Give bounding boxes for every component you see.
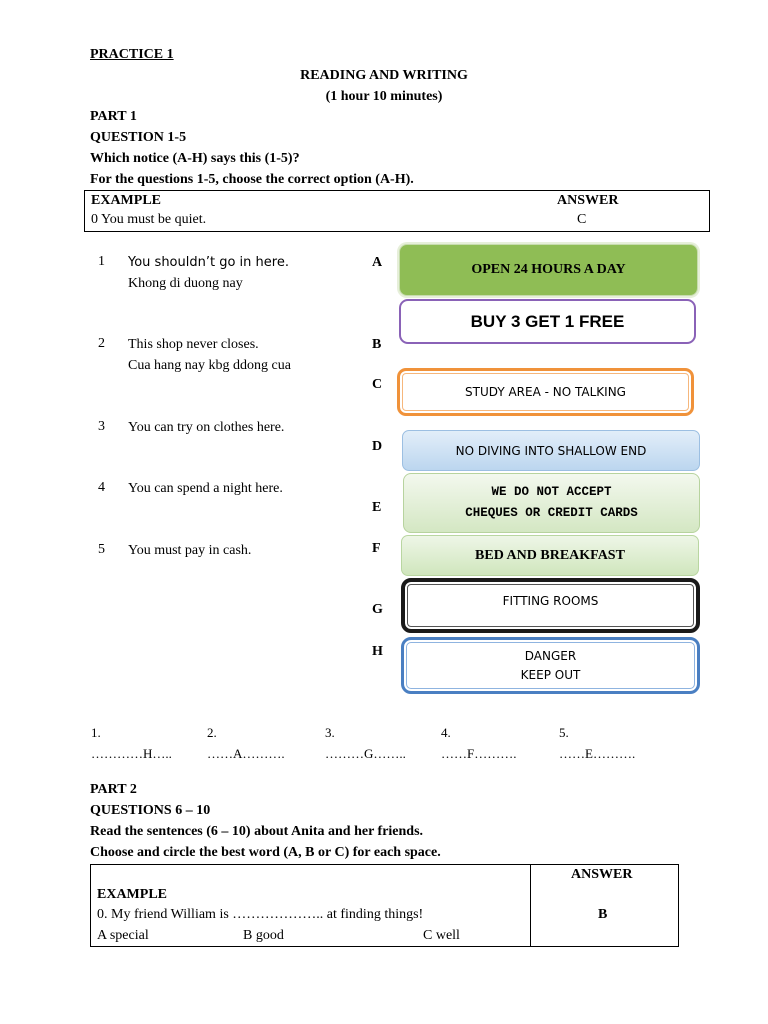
part1-example-answer: C bbox=[577, 212, 587, 227]
question-3-text: You can try on clothes here. bbox=[128, 420, 285, 435]
section-title: READING AND WRITING bbox=[300, 68, 468, 83]
question-1-text: You shouldn’t go in here. bbox=[128, 255, 289, 270]
part1-example-label: EXAMPLE bbox=[91, 193, 161, 208]
notice-f bbox=[401, 535, 699, 576]
letter-h: H bbox=[372, 644, 383, 659]
part1-example-text: 0 You must be quiet. bbox=[91, 212, 207, 227]
question-3-number: 3 bbox=[98, 419, 105, 434]
letter-g: G bbox=[372, 602, 383, 617]
part1-instruction-1: Which notice (A-H) says this (1-5)? bbox=[90, 151, 300, 166]
part2-option-a: A special bbox=[97, 928, 149, 943]
notice-h-line-2: KEEP OUT bbox=[520, 667, 581, 682]
answer-5-number: 5. bbox=[559, 725, 569, 740]
part2-option-b: B good bbox=[243, 928, 284, 943]
part1-title: PART 1 bbox=[90, 109, 137, 124]
letter-f: F bbox=[372, 541, 381, 556]
answer-1-value: …………H….. bbox=[91, 746, 172, 761]
notice-a-text: OPEN 24 HOURS A DAY bbox=[471, 262, 626, 277]
notice-f-text: BED AND BREAKFAST bbox=[475, 547, 625, 563]
question-5-number: 5 bbox=[98, 542, 105, 557]
question-1-translation: Khong di duong nay bbox=[128, 276, 243, 291]
part2-question-range: QUESTIONS 6 – 10 bbox=[90, 803, 211, 818]
part2-title: PART 2 bbox=[90, 782, 137, 797]
part1-answer-label: ANSWER bbox=[557, 193, 619, 208]
notice-d bbox=[402, 430, 700, 471]
part1-instruction-2: For the questions 1-5, choose the correct option (A-H). bbox=[90, 172, 414, 187]
notice-c-text: STUDY AREA - NO TALKING bbox=[465, 385, 626, 399]
part2-example-label: EXAMPLE bbox=[97, 887, 167, 902]
question-4-text: You can spend a night here. bbox=[128, 481, 283, 496]
answer-3-number: 3. bbox=[325, 725, 335, 740]
part2-answer-label: ANSWER bbox=[571, 867, 633, 882]
part1-question-range: QUESTION 1-5 bbox=[90, 130, 187, 145]
letter-d: D bbox=[372, 439, 383, 454]
notice-d-text: NO DIVING INTO SHALLOW END bbox=[455, 443, 647, 458]
letter-e: E bbox=[372, 500, 382, 515]
letter-b: B bbox=[372, 337, 382, 352]
part2-instruction-2: Choose and circle the best word (A, B or C) for each space. bbox=[90, 845, 441, 860]
answer-5-value: ……E………. bbox=[559, 746, 636, 761]
letter-c: C bbox=[372, 377, 383, 392]
notice-e-line-1: WE DO NOT ACCEPT bbox=[491, 485, 612, 499]
part2-example-table bbox=[90, 864, 679, 947]
question-2-translation: Cua hang nay kbg ddong cua bbox=[128, 358, 291, 373]
notice-h-line-1: DANGER bbox=[524, 648, 577, 663]
answer-4-value: ……F………. bbox=[441, 746, 517, 761]
notice-e bbox=[403, 473, 700, 533]
practice-title: PRACTICE 1 bbox=[90, 47, 174, 62]
part2-table-divider bbox=[530, 865, 531, 946]
part2-example-answer: B bbox=[598, 907, 608, 922]
notice-b-text: BUY 3 GET 1 FREE bbox=[470, 311, 625, 331]
part2-example-sentence: 0. My friend William is ……………….. at finding things! bbox=[97, 907, 424, 922]
question-1-number: 1 bbox=[98, 254, 105, 269]
answer-1-number: 1. bbox=[91, 725, 101, 740]
question-4-number: 4 bbox=[98, 480, 105, 495]
answer-3-value: ………G…….. bbox=[325, 746, 406, 761]
answer-2-value: ……A………. bbox=[207, 746, 285, 761]
notice-e-line-2: CHEQUES OR CREDIT CARDS bbox=[465, 506, 638, 520]
notice-b bbox=[399, 299, 696, 344]
notice-a bbox=[399, 244, 698, 296]
question-5-text: You must pay in cash. bbox=[128, 543, 252, 558]
part1-example-box bbox=[84, 190, 710, 232]
duration: (1 hour 10 minutes) bbox=[325, 89, 443, 104]
question-2-number: 2 bbox=[98, 336, 105, 351]
part2-option-c: C well bbox=[423, 928, 460, 943]
answer-2-number: 2. bbox=[207, 725, 217, 740]
notice-c bbox=[397, 368, 694, 416]
answer-4-number: 4. bbox=[441, 725, 451, 740]
letter-a: A bbox=[372, 255, 383, 270]
notice-g bbox=[401, 578, 700, 633]
part2-instruction-1: Read the sentences (6 – 10) about Anita and her friends. bbox=[90, 824, 424, 839]
notice-g-text: FITTING ROOMS bbox=[502, 594, 599, 608]
notice-h bbox=[401, 637, 700, 694]
question-2-text: This shop never closes. bbox=[128, 337, 259, 352]
